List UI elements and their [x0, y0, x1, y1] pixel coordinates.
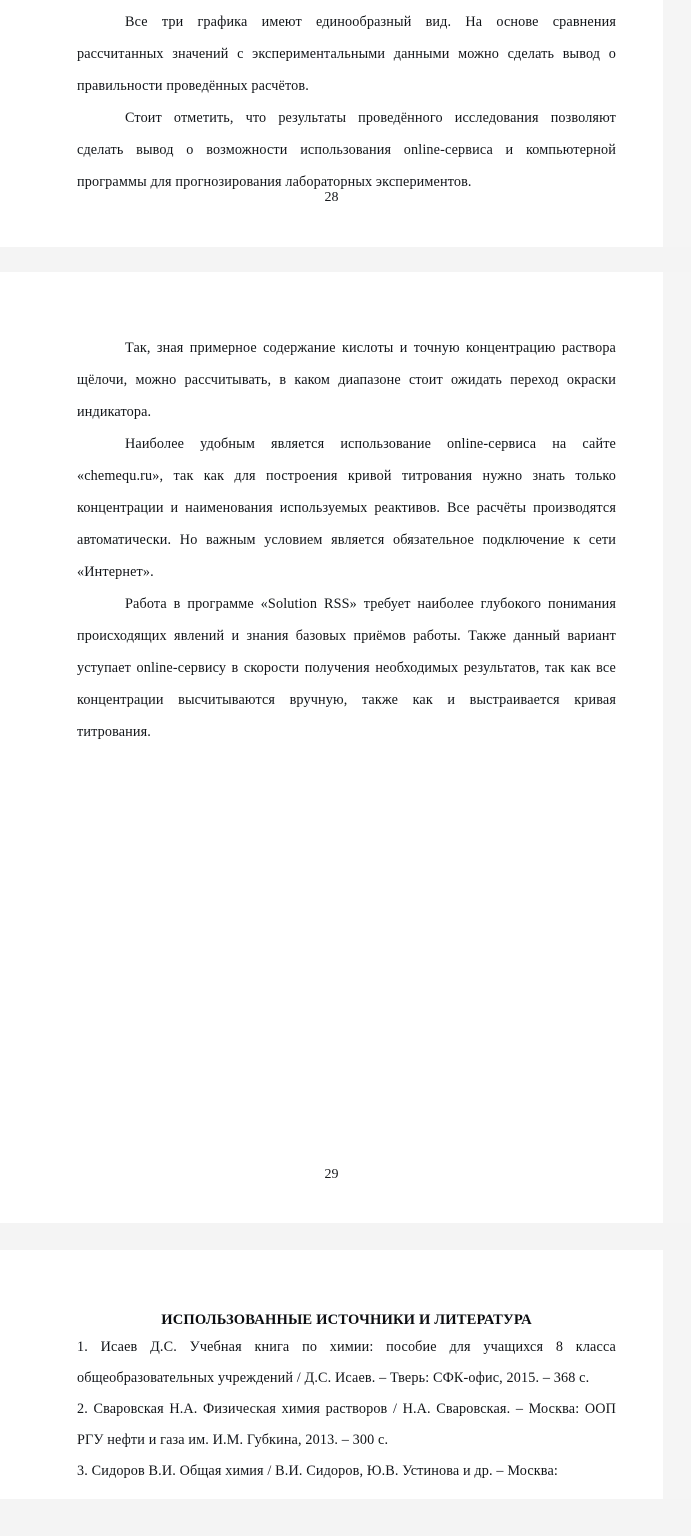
paragraph: Так, зная примерное содержание кислоты и точную концентрацию раствора щёлочи, можно рассчитывать, в каком диапазоне стоит ожидать переход окраски индикатора.	[77, 340, 616, 420]
page-gap	[0, 1223, 691, 1250]
system-navigation-bar	[0, 1499, 691, 1536]
page-28-body	[77, 6, 616, 198]
reference-entry: 1. Исаев Д.С. Учебная книга по химии: пособие для учащихся 8 класса общеобразовательных учреждений / Д.С. Исаев. – Тверь: СФК-офис, 2015. – 368 с.	[77, 1339, 616, 1386]
paragraph: Все три графика имеют единообразный вид. На основе сравнения рассчитанных значений с экспериментальными данными можно сделать вывод о правильности проведённых расчётов.	[77, 14, 616, 94]
right-gutter-strip	[663, 0, 691, 1499]
paragraph: Работа в программе «Solution RSS» требует наиболее глубокого понимания происходящих явлений и знания базовых приёмов работы. Также данный вариант уступает online-сервису в скорости получения необходимых результатов, так как все концентрации высчитываются вручную, также как и выстраивается кривая титрования.	[77, 596, 616, 740]
document-page-references	[0, 1250, 663, 1499]
document-page-28	[0, 0, 663, 247]
reference-entry: 2. Сваровская Н.А. Физическая химия растворов / Н.А. Сваровская. – Москва: ООП РГУ нефти и газа им. И.М. Губкина, 2013. – 300 с.	[77, 1401, 616, 1448]
page-number: 29	[324, 1167, 339, 1182]
page-30-body	[77, 1308, 616, 1487]
page-gap	[0, 247, 691, 272]
document-page-29	[0, 272, 663, 1223]
page-number: 28	[324, 190, 339, 205]
paragraph: Стоит отметить, что результаты проведённого исследования позволяют сделать вывод о возможности использования online-сервиса и компьютерной программы для прогнозирования лабораторных экспериментов.	[77, 110, 616, 190]
paragraph: Наиболее удобным является использование online-сервиса на сайте «chemequ.ru», так как для построения кривой титрования нужно знать только концентрации и наименования используемых реактивов. Все расчёты производятся автоматически. Но важным условием является обязательное подключение к сети «Интернет».	[77, 436, 616, 580]
reference-entry: 3. Сидоров В.И. Общая химия / В.И. Сидоров, Ю.В. Устинова и др. – Москва:	[77, 1463, 558, 1479]
page-29-body	[77, 332, 616, 748]
references-heading: ИСПОЛЬЗОВАННЫЕ ИСТОЧНИКИ И ЛИТЕРАТУРА	[161, 1312, 532, 1328]
